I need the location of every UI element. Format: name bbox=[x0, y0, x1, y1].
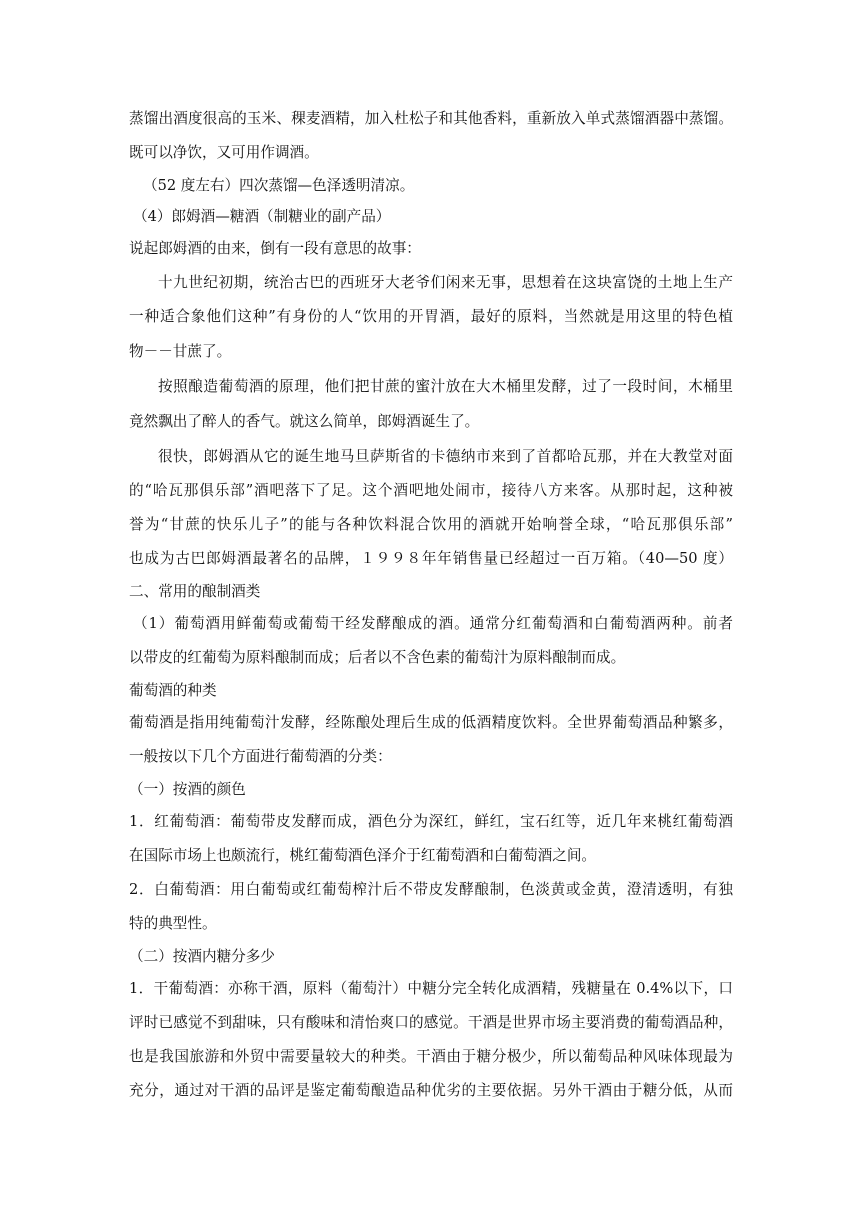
paragraph-line: 一种适合象他们这种”有身份的人“饮用的开胃酒，最好的原料，当然就是用这里的特色植 bbox=[129, 308, 733, 325]
paragraph-line: 十九世纪初期，统治古巴的西班牙大老爷们闲来无事，思想着在这块富饶的土地上生产 bbox=[158, 274, 733, 291]
subsection-heading: 葡萄酒的种类 bbox=[129, 682, 217, 699]
paragraph-line: 很快，郎姆酒从它的诞生地马旦萨斯省的卡德纳市来到了首都哈瓦那，并在大教堂对面 bbox=[158, 448, 733, 465]
document-body bbox=[129, 102, 733, 1108]
paragraph-line: 誉为“甘蔗的快乐儿子”的能与各种饮料混合饮用的酒就开始响誉全球，“哈瓦那俱乐部” bbox=[129, 516, 733, 533]
paragraph-line: 也成为古巴郎姆酒最著名的品牌，１９９８年年销售量已经超过一百万箱。（40—50 度） bbox=[129, 550, 733, 567]
paragraph-line: 在国际市场上也颇流行，桃红葡萄酒色泽介于红葡萄酒和白葡萄酒之间。 bbox=[129, 847, 597, 864]
paragraph-line: （1）葡萄酒用鲜葡萄或葡萄干经发酵酿成的酒。通常分红葡萄酒和白葡萄酒两种。前者 bbox=[133, 615, 733, 632]
paragraph-line: 既可以净饮，又可用作调酒。 bbox=[129, 144, 319, 161]
paragraph-line: 蒸馏出酒度很高的玉米、稞麦酒精，加入杜松子和其他香料，重新放入单式蒸馏酒器中蒸馏。 bbox=[129, 110, 733, 127]
paragraph-line: 2．白葡萄酒：用白葡萄或红葡萄榨汁后不带皮发酵酿制，色淡黄或金黄，澄清透明，有独 bbox=[129, 881, 733, 898]
section-heading: 二、常用的酿制酒类 bbox=[129, 583, 261, 600]
paragraph-line: 也是我国旅游和外贸中需要量较大的种类。干酒由于糖分极少，所以葡萄品种风味体现最为 bbox=[129, 1048, 733, 1065]
paragraph-line: 充分，通过对干酒的品评是鉴定葡萄酿造品种优劣的主要依据。另外干酒由于糖分低，从而 bbox=[129, 1082, 733, 1099]
paragraph-line: 1．干葡萄酒：亦称干酒，原料（葡萄汁）中糖分完全转化成酒精，残糖量在 0.4%以下，口 bbox=[129, 980, 733, 997]
subsection-heading: （一）按酒的颜色 bbox=[129, 781, 246, 798]
paragraph-line: 按照酿造葡萄酒的原理，他们把甘蔗的蜜汁放在大木桶里发酵，过了一段时间，木桶里 bbox=[158, 378, 733, 395]
subsection-heading: （二）按酒内糖分多少 bbox=[129, 948, 275, 965]
paragraph-line: 说起郎姆酒的由来，倒有一段有意思的故事： bbox=[129, 240, 421, 257]
paragraph-line: 以带皮的红葡萄为原料酿制而成；后者以不含色素的葡萄汁为原料酿制而成。 bbox=[129, 649, 626, 666]
paragraph-line: （52 度左右）四次蒸馏—色泽透明清凉。 bbox=[143, 177, 415, 194]
paragraph-line: 物－－甘蔗了。 bbox=[129, 343, 232, 360]
paragraph-line: 的“哈瓦那俱乐部”酒吧落下了足。这个酒吧地处闹市，接待八方来客。从那时起，这种被 bbox=[129, 482, 733, 499]
section-heading: （4）郎姆酒—糖酒（制糖业的副产品） bbox=[133, 208, 391, 225]
paragraph-line: 葡萄酒是指用纯葡萄汁发酵，经陈酿处理后生成的低酒精度饮料。全世界葡萄酒品种繁多， bbox=[129, 714, 733, 731]
paragraph-line: 特的典型性。 bbox=[129, 915, 217, 932]
paragraph-line: 竟然飘出了醉人的香气。就这么简单，郎姆酒诞生了。 bbox=[129, 413, 480, 430]
paragraph-line: 评时已感觉不到甜味，只有酸味和清怡爽口的感觉。干酒是世界市场主要消费的葡萄酒品种， bbox=[129, 1014, 733, 1031]
paragraph-line: 1．红葡萄酒：葡萄带皮发酵而成，酒色分为深红，鲜红，宝石红等，近几年来桃红葡萄酒 bbox=[129, 813, 733, 830]
paragraph-line: 一般按以下几个方面进行葡萄酒的分类： bbox=[129, 748, 392, 765]
